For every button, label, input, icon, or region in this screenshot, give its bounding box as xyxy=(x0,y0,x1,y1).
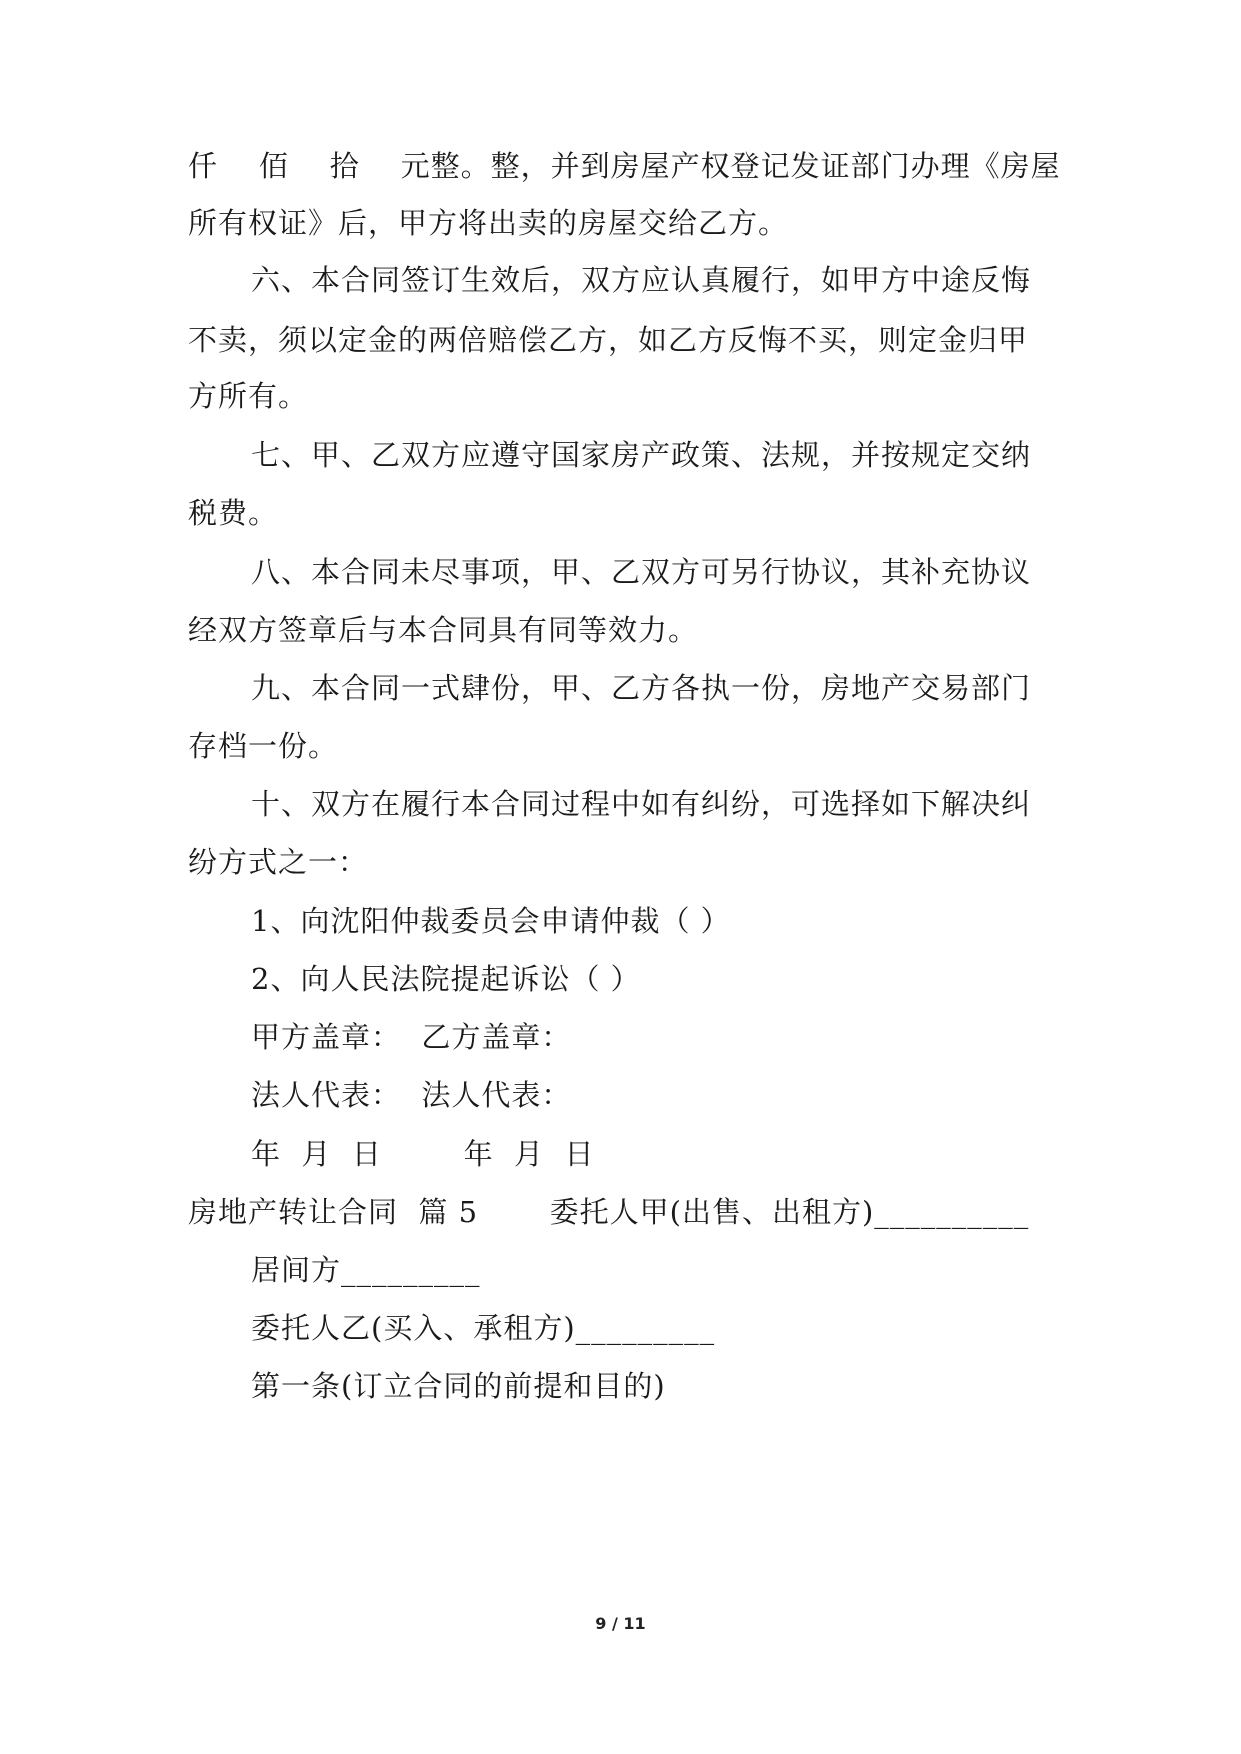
text-line: 所有权证》后，甲方将出卖的房屋交给乙方。 xyxy=(188,206,789,240)
paragraph-8-start: 八、本合同未尽事项，甲、乙双方可另行协议，其补充协议 xyxy=(251,555,1032,589)
option-lawsuit: 2、向人民法院提起诉讼（ ） xyxy=(251,962,641,996)
text-line: 存档一份。 xyxy=(188,729,339,763)
paragraph-10-start: 十、双方在履行本合同过程中如有纠纷，可选择如下解决纠 xyxy=(251,787,1032,821)
intermediary-line: 居间方_________ xyxy=(251,1253,481,1287)
date-line: 年 月 日 年 月 日 xyxy=(251,1137,595,1171)
text-line: 经双方签章后与本合同具有同等效力。 xyxy=(188,613,699,647)
option-arbitration: 1、向沈阳仲裁委员会申请仲裁（ ） xyxy=(251,904,731,938)
paragraph-6-start: 六、本合同签订生效后，双方应认真履行，如甲方中途反悔 xyxy=(251,263,1032,297)
text-line: 仟 佰 拾 元整。整，并到房屋产权登记发证部门办理《房屋 xyxy=(188,149,1061,183)
client-b-line: 委托人乙(买入、承租方)_________ xyxy=(251,1311,716,1345)
text-line: 不卖，须以定金的两倍赔偿乙方，如乙方反悔不买，则定金归甲 xyxy=(188,323,1029,357)
text-line: 税费。 xyxy=(188,496,279,530)
text-line: 方所有。 xyxy=(188,379,309,413)
text-line: 纷方式之一： xyxy=(188,845,369,879)
legal-rep-line: 法人代表： 法人代表： xyxy=(251,1078,572,1112)
article-1-heading: 第一条(订立合同的前提和目的) xyxy=(251,1369,666,1403)
paragraph-9-start: 九、本合同一式肆份，甲、乙方各执一份，房地产交易部门 xyxy=(251,671,1032,705)
paragraph-7-start: 七、甲、乙双方应遵守国家房产政策、法规，并按规定交纳 xyxy=(251,438,1032,472)
page-number: 9 / 11 xyxy=(595,1614,646,1633)
seal-line: 甲方盖章： 乙方盖章： xyxy=(251,1020,572,1054)
section-heading: 房地产转让合同 篇 5 委托人甲(出售、出租方)__________ xyxy=(188,1195,1030,1229)
